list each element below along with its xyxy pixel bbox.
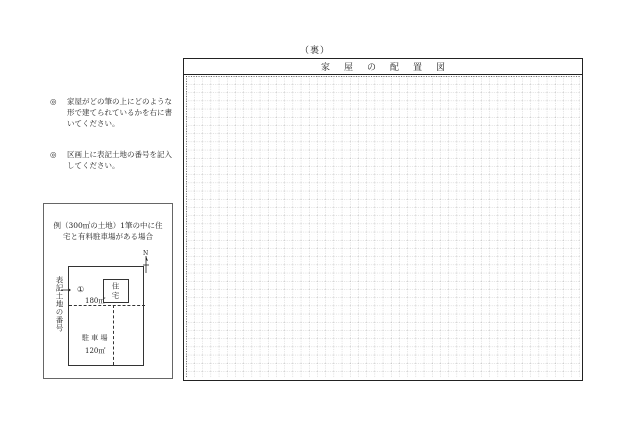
note-1-text: 家屋がどの筆の上にどのような形で建てられているかを右に書いてください。 [67,97,172,128]
note-1-mark: ◎ [50,97,57,106]
note-2-mark: ◎ [50,150,57,159]
north-label: N [143,250,149,257]
reverse-side-mark: （裏） [300,46,331,56]
lot-area-1: 180㎡ [85,297,106,305]
frame-title-text: 家屋の配置図 [320,63,459,73]
example-title [44,220,172,242]
parking-label: 駐 車 場 [82,334,108,342]
layout-diagram-frame [183,58,583,381]
house-outline [103,279,129,303]
example-lot [68,266,144,366]
divider-dashed-h [69,305,145,306]
example-title-line-2: 宅と有料駐車場がある場合 [63,232,153,241]
divider-dashed-v [113,305,114,365]
grid-area[interactable] [186,76,580,378]
note-2 [50,149,180,179]
land-number-side-label: 表記土地の番号 [55,276,64,332]
example-title-line-1: 例（300㎡の土地）1筆の中に住 [53,221,163,230]
note-1 [50,96,180,136]
lot-number: ① [77,285,85,294]
lot-area-2: 120㎡ [85,347,106,355]
note-2-text: 区画上に表記土地の番号を記入してください。 [67,150,172,170]
example-box [43,203,173,379]
frame-title [184,59,582,75]
house-label: 住宅 [111,282,120,301]
